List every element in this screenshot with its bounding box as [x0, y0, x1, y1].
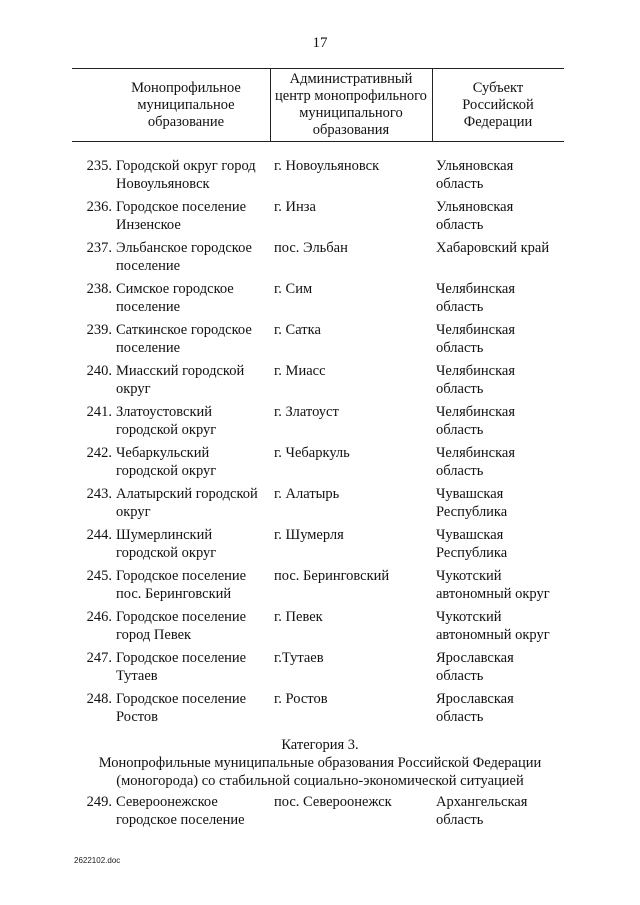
- row-admin-center: г. Шумерля: [274, 527, 344, 543]
- row-subject: Ульяновская область: [436, 158, 514, 192]
- table-row: [72, 236, 572, 277]
- row-admin-center: г. Алатырь: [274, 486, 340, 502]
- table-row: [72, 605, 572, 646]
- row-municipality: Городское поселение город Певек: [116, 609, 247, 643]
- row-admin-center: пос. Эльбан: [274, 240, 348, 256]
- row-subject: Ульяновская область: [436, 199, 514, 233]
- row-admin-center: пос. Беринговский: [274, 568, 390, 584]
- category-description-line: (моногорода) со стабильной социально-экономической ситуацией: [116, 773, 524, 789]
- row-subject: Архангельская область: [436, 794, 528, 828]
- row-municipality: Шумерлинский городской округ: [116, 527, 217, 561]
- row-municipality: Симское городское поселение: [116, 281, 234, 315]
- row-municipality: Эльбанское городское поселение: [116, 240, 252, 274]
- table-row: [72, 646, 572, 687]
- row-number: 237.: [86, 240, 112, 256]
- row-admin-center: г. Инза: [274, 199, 316, 215]
- row-municipality: Городское поселение пос. Беринговский: [116, 568, 247, 602]
- row-subject: Челябинская область: [436, 363, 516, 397]
- row-municipality: Городское поселение Инзенское: [116, 199, 247, 233]
- table-row: [72, 523, 572, 564]
- header-subject: Субъект Российской Федерации: [462, 79, 534, 130]
- table-row: [72, 195, 572, 236]
- row-number: 247.: [86, 650, 112, 666]
- row-municipality: Алатырский городской округ: [116, 486, 258, 520]
- table-row: [72, 482, 572, 523]
- header-municipality: Монопрофильное муниципальное образование: [131, 79, 241, 130]
- row-number: 240.: [86, 363, 112, 379]
- row-municipality: Североонежское городское поселение: [116, 794, 245, 828]
- document-filename: 2622102.doc: [74, 856, 121, 865]
- row-admin-center: г. Сим: [274, 281, 313, 297]
- row-number: 249.: [86, 794, 112, 810]
- table-body: [72, 154, 572, 728]
- row-admin-center: г. Новоульяновск: [274, 158, 380, 174]
- row-subject: Чувашская Республика: [436, 527, 508, 561]
- row-municipality: Чебаркульский городской округ: [116, 445, 217, 479]
- row-number: 248.: [86, 691, 112, 707]
- row-subject: Челябинская область: [436, 281, 516, 315]
- row-subject: Ярославская область: [436, 691, 514, 725]
- row-subject: Ярославская область: [436, 650, 514, 684]
- row-number: 238.: [86, 281, 112, 297]
- row-admin-center: г. Миасс: [274, 363, 326, 379]
- row-number: 243.: [86, 486, 112, 502]
- row-subject: Челябинская область: [436, 404, 516, 438]
- row-municipality: Городское поселение Ростов: [116, 691, 247, 725]
- table-row: [72, 359, 572, 400]
- table-body-category-3: [72, 790, 572, 831]
- row-admin-center: г. Певек: [274, 609, 323, 625]
- row-number: 235.: [86, 158, 112, 174]
- row-number: 236.: [86, 199, 112, 215]
- row-municipality: Миасский городской округ: [116, 363, 245, 397]
- row-subject: Чувашская Республика: [436, 486, 508, 520]
- row-municipality: Городское поселение Тутаев: [116, 650, 247, 684]
- row-number: 246.: [86, 609, 112, 625]
- row-admin-center: г. Сатка: [274, 322, 321, 338]
- table-row: [72, 687, 572, 728]
- row-subject: Челябинская область: [436, 322, 516, 356]
- row-admin-center: г.Тутаев: [274, 650, 324, 666]
- table-row: [72, 277, 572, 318]
- row-subject: Чукотский автономный округ: [436, 568, 550, 602]
- row-subject: Хабаровский край: [436, 240, 550, 256]
- row-municipality: Златоустовский городской округ: [116, 404, 217, 438]
- row-number: 241.: [86, 404, 112, 420]
- row-admin-center: г. Златоуст: [274, 404, 339, 420]
- category-heading: [0, 736, 640, 790]
- row-number: 239.: [86, 322, 112, 338]
- row-subject: Чукотский автономный округ: [436, 609, 550, 643]
- row-admin-center: пос. Североонежск: [274, 794, 392, 810]
- row-subject: Челябинская область: [436, 445, 516, 479]
- row-number: 244.: [86, 527, 112, 543]
- category-title: Категория 3.: [281, 737, 359, 753]
- table-row: [72, 154, 572, 195]
- category-description-line: Монопрофильные муниципальные образования Российской Федерации: [98, 755, 542, 771]
- row-number: 242.: [86, 445, 112, 461]
- row-municipality: Городской округ город Новоульяновск: [116, 158, 256, 192]
- table-row: [72, 441, 572, 482]
- table-row: [72, 400, 572, 441]
- table-row: [72, 318, 572, 359]
- row-municipality: Саткинское городское поселение: [116, 322, 252, 356]
- table-header: [72, 68, 564, 142]
- row-admin-center: г. Ростов: [274, 691, 328, 707]
- table-row: [72, 564, 572, 605]
- header-admin-center: Административный центр монопрофильного муниципального образования: [275, 71, 427, 138]
- table-row: [72, 790, 572, 831]
- page-number: 17: [312, 35, 328, 51]
- row-admin-center: г. Чебаркуль: [274, 445, 350, 461]
- row-number: 245.: [86, 568, 112, 584]
